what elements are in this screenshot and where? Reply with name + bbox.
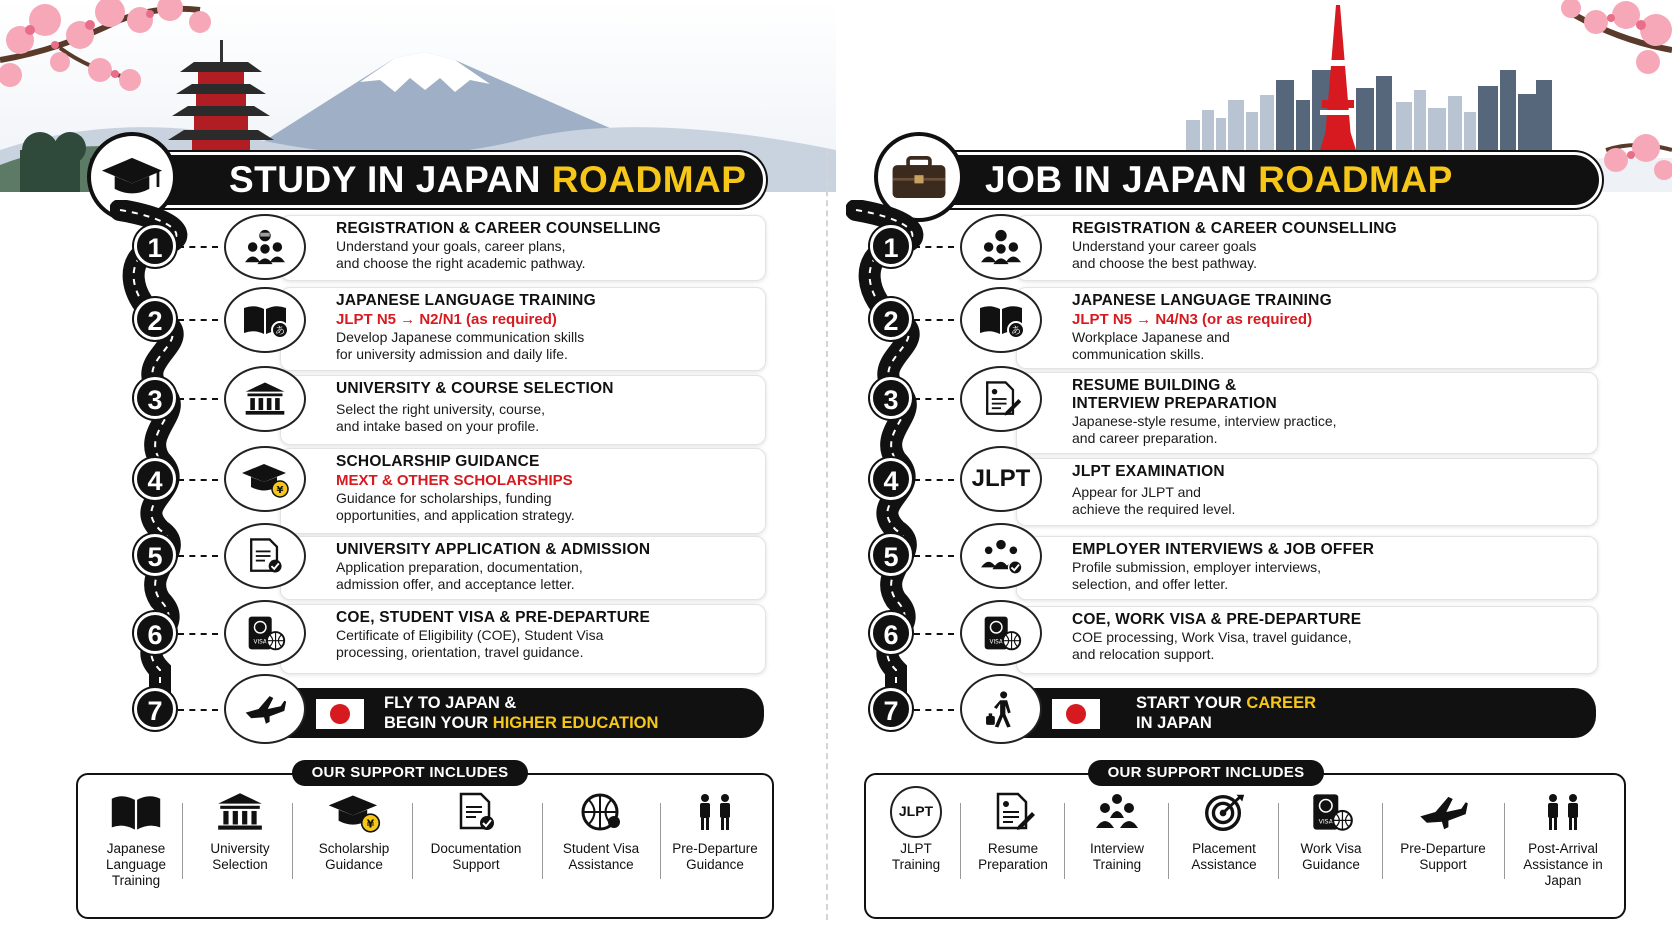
support-work-visa [1280, 783, 1382, 873]
support-separator [412, 803, 413, 879]
support-label-line1: University [210, 841, 270, 856]
final-line1-accent: CAREER [1246, 694, 1316, 712]
counselling-people-icon [224, 214, 306, 280]
support-label-line2: Assistance in [1523, 857, 1603, 872]
step-desc-line1: Profile submission, employer interviews, [1072, 559, 1321, 575]
connector [178, 246, 218, 248]
step-title: UNIVERSITY APPLICATION & ADMISSION [336, 541, 651, 558]
connector [914, 398, 954, 400]
step-number: 5 [870, 534, 912, 576]
connector [178, 555, 218, 557]
connector [914, 246, 954, 248]
step-desc-line2: admission offer, and acceptance letter. [336, 576, 575, 592]
support-separator [960, 803, 961, 879]
step-title: COE, STUDENT VISA & PRE-DEPARTURE [336, 609, 651, 626]
final-line2-text: BEGIN YOUR [384, 714, 493, 732]
job-title-main: JOB IN JAPAN [985, 159, 1259, 200]
step-title: RESUME BUILDING & [1072, 377, 1237, 394]
support-separator [660, 803, 661, 879]
document-check-icon [414, 783, 538, 841]
step-desc-line2: and choose the right academic pathway. [336, 255, 586, 271]
study-final-banner [280, 688, 764, 738]
open-book-icon [84, 783, 188, 841]
support-label-line1: Scholarship [318, 841, 390, 856]
airplane-icon [224, 674, 306, 744]
jlpt-icon-text: JLPT [971, 465, 1031, 492]
step-desc-line2: processing, orientation, travel guidance. [336, 644, 584, 660]
step-desc-line1: Understand your career goals [1072, 238, 1257, 254]
japan-flag-icon [1052, 699, 1100, 729]
step-desc-line1: COE processing, Work Visa, travel guidance, [1072, 629, 1352, 645]
step-title: JLPT EXAMINATION [1072, 463, 1225, 480]
study-support-box [76, 773, 774, 919]
job-step-card-6 [1016, 606, 1598, 674]
job-banner-title [985, 159, 1453, 201]
connector [914, 633, 954, 635]
support-student-visa [544, 783, 658, 873]
counselling-people-icon [960, 214, 1042, 280]
support-label-line2: Guidance [1302, 857, 1360, 872]
support-label-line1: Work Visa [1300, 841, 1362, 856]
support-scholarship-guidance [298, 783, 410, 873]
book-hiragana-icon [224, 287, 306, 353]
book-hiragana-icon [960, 287, 1042, 353]
support-label-line3: Japan [1544, 873, 1582, 888]
step-desc-line2: and choose the best pathway. [1072, 255, 1257, 271]
job-banner [886, 152, 1602, 208]
travelers-icon [1506, 783, 1620, 841]
step-desc-line2: and career preparation. [1072, 430, 1218, 446]
support-separator [1504, 803, 1505, 879]
support-label-line1: Pre-Departure [1400, 841, 1486, 856]
support-separator [542, 803, 543, 879]
step-number: 2 [134, 298, 176, 340]
document-check-icon [224, 523, 306, 589]
support-jlpt-training [870, 783, 962, 873]
job-step-card-3 [1016, 372, 1598, 454]
walking-traveler-icon [960, 674, 1042, 744]
support-resume-preparation [962, 783, 1064, 873]
job-roadmap [836, 0, 1672, 941]
step-title: SCHOLARSHIP GUIDANCE [336, 453, 540, 470]
svg-text:VISA: VISA [253, 639, 267, 646]
final-line1 [1136, 693, 1316, 713]
svg-text:VISA: VISA [989, 639, 1003, 646]
step-desc-line1: Guidance for scholarships, funding [336, 490, 552, 506]
support-pre-departure [1384, 783, 1502, 873]
step-title: JAPANESE LANGUAGE TRAINING [1072, 292, 1332, 309]
support-label-line2: Training [1092, 857, 1142, 872]
support-label-line2: Selection [212, 857, 268, 872]
support-language-training [84, 783, 188, 889]
support-label-line1: Documentation [430, 841, 522, 856]
step-desc-line2: selection, and offer letter. [1072, 576, 1229, 592]
step-number: 6 [870, 612, 912, 654]
support-label-line2: Guidance [686, 857, 744, 872]
step-title-line2: INTERVIEW PREPARATION [1072, 395, 1277, 412]
step-number: 3 [870, 377, 912, 419]
connector [178, 633, 218, 635]
study-step-card-1 [280, 215, 766, 281]
connector [178, 479, 218, 481]
support-label-line1: Interview [1089, 841, 1145, 856]
step-desc-line2: communication skills. [1072, 346, 1205, 362]
step-number: 1 [870, 225, 912, 267]
connector [914, 319, 954, 321]
travelers-icon [662, 783, 768, 841]
support-label-line2: Support [452, 857, 500, 872]
passport-visa-icon [224, 600, 306, 666]
step-desc-line1: Japanese-style resume, interview practice, [1072, 413, 1337, 429]
svg-text:¥: ¥ [366, 817, 375, 831]
support-placement-assistance [1170, 783, 1278, 873]
step-title: UNIVERSITY & COURSE SELECTION [336, 380, 614, 397]
step-desc-line2: achieve the required level. [1072, 501, 1236, 517]
job-final-banner [1016, 688, 1596, 738]
step-highlight: JLPT N5 → N2/N1 (as required) [336, 311, 557, 328]
final-line2 [384, 713, 658, 733]
step-number: 1 [134, 225, 176, 267]
step-desc-line1: Appear for JLPT and [1072, 484, 1201, 500]
step-desc-line2: and intake based on your profile. [336, 418, 540, 434]
support-documentation [414, 783, 538, 873]
study-title-main: STUDY IN JAPAN [229, 159, 552, 200]
support-university-selection [188, 783, 292, 873]
job-support-label: OUR SUPPORT INCLUDES [1088, 760, 1324, 786]
final-line1-text: START YOUR [1136, 694, 1247, 712]
step-highlight: MEXT & OTHER SCHOLARSHIPS [336, 472, 573, 489]
step-number: 7 [870, 688, 912, 730]
support-label-line3: Training [111, 873, 161, 888]
job-support-box [864, 773, 1626, 919]
step-desc-line1: Certificate of Eligibility (COE), Student Visa [336, 627, 604, 643]
globe-icon [544, 783, 658, 841]
jlpt-text-icon [960, 446, 1042, 512]
step-desc-line1: Develop Japanese communication skills [336, 329, 585, 345]
support-label-line2: Preparation [978, 857, 1048, 872]
study-step-card-6 [280, 604, 766, 674]
support-label-line1: Japanese [106, 841, 166, 856]
step-desc-line2: opportunities, and application strategy. [336, 507, 575, 523]
airplane-icon [1384, 783, 1502, 841]
resume-pen-icon [962, 783, 1064, 841]
step-title: REGISTRATION & CAREER COUNSELLING [1072, 220, 1397, 237]
support-separator [1382, 803, 1383, 879]
step-number: 4 [870, 458, 912, 500]
support-label-line1: JLPT [900, 841, 932, 856]
step-desc-line1: Application preparation, documentation, [336, 559, 583, 575]
study-banner [150, 152, 766, 208]
job-step-card-4 [1016, 458, 1598, 526]
support-label-line2: Training [891, 857, 941, 872]
study-banner-title [229, 159, 746, 201]
job-step-card-1 [1016, 215, 1598, 281]
connector [178, 319, 218, 321]
support-separator [1168, 803, 1169, 879]
study-step-card-3 [280, 375, 766, 445]
step-desc-line1: Workplace Japanese and [1072, 329, 1230, 345]
step-number: 7 [134, 688, 176, 730]
university-building-icon [188, 783, 292, 841]
study-step-card-4 [280, 448, 766, 534]
connector [914, 479, 954, 481]
support-label-line1: Student Visa [562, 841, 640, 856]
support-label-line1: Placement [1192, 841, 1256, 856]
connector [914, 709, 954, 711]
support-label-line1: Resume [987, 841, 1039, 856]
graduation-cap-yen-icon [298, 783, 410, 841]
interview-people-icon [1066, 783, 1168, 841]
svg-text:あ: あ [275, 326, 285, 337]
final-line1: FLY TO JAPAN & [384, 694, 517, 712]
support-label-line2: Support [1419, 857, 1467, 872]
step-title: REGISTRATION & CAREER COUNSELLING [336, 220, 661, 237]
university-building-icon [224, 366, 306, 432]
support-post-arrival [1506, 783, 1620, 889]
support-separator [1278, 803, 1279, 879]
connector [914, 555, 954, 557]
support-label-line2: Guidance [325, 857, 383, 872]
support-label-line2: Assistance [568, 857, 634, 872]
svg-text:VISA: VISA [1318, 818, 1334, 826]
svg-text:あ: あ [1011, 326, 1021, 337]
step-desc-line1: Select the right university, course, [336, 401, 546, 417]
team-check-icon [960, 523, 1042, 589]
support-separator [1064, 803, 1065, 879]
connector [178, 398, 218, 400]
step-number: 2 [870, 298, 912, 340]
support-separator [182, 803, 183, 879]
target-icon [1170, 783, 1278, 841]
support-separator [292, 803, 293, 879]
job-step-card-2 [1016, 287, 1598, 369]
step-number: 6 [134, 612, 176, 654]
passport-visa-icon [960, 600, 1042, 666]
support-pre-departure [662, 783, 768, 873]
connector [178, 709, 218, 711]
step-title: COE, WORK VISA & PRE-DEPARTURE [1072, 611, 1362, 628]
step-number: 5 [134, 534, 176, 576]
support-label-line2: Language [105, 857, 167, 872]
final-line2-accent: HIGHER EDUCATION [492, 714, 659, 732]
step-number: 3 [134, 377, 176, 419]
step-desc-line2: for university admission and daily life. [336, 346, 568, 362]
study-title-accent: ROADMAP [551, 159, 747, 200]
resume-pen-icon [960, 366, 1042, 432]
column-divider [826, 150, 828, 920]
study-support-label: OUR SUPPORT INCLUDES [292, 760, 528, 786]
japan-flag-icon [316, 699, 364, 729]
final-line2: IN JAPAN [1136, 714, 1212, 732]
support-label-line1: Pre-Departure [672, 841, 758, 856]
support-label-line2: Assistance [1191, 857, 1257, 872]
study-step-card-5 [280, 536, 766, 600]
study-step-card-2 [280, 287, 766, 371]
step-desc-line2: and relocation support. [1072, 646, 1215, 662]
step-desc-line1: Understand your goals, career plans, [336, 238, 566, 254]
support-label-line1: Post-Arrival [1528, 841, 1598, 856]
graduation-cap-yen-icon [224, 446, 306, 512]
step-title: JAPANESE LANGUAGE TRAINING [336, 292, 596, 309]
support-interview-training [1066, 783, 1168, 873]
svg-text:¥: ¥ [276, 485, 284, 496]
job-title-accent: ROADMAP [1258, 159, 1453, 200]
job-step-card-5 [1016, 536, 1598, 600]
jlpt-badge-icon: JLPT [870, 783, 962, 841]
passport-visa-icon [1280, 783, 1382, 841]
step-highlight: JLPT N5 → N4/N3 (or as required) [1072, 311, 1313, 328]
step-title: EMPLOYER INTERVIEWS & JOB OFFER [1072, 541, 1375, 558]
step-number: 4 [134, 458, 176, 500]
